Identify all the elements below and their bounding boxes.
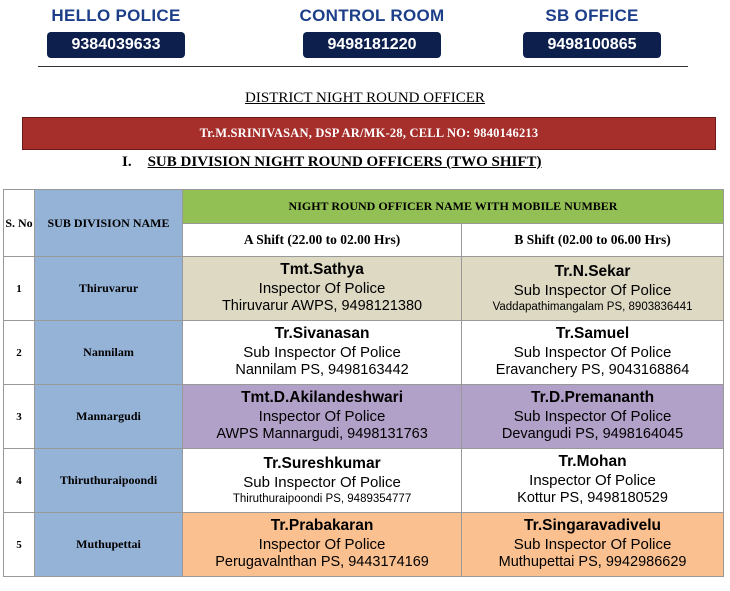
sb-office-number: 9498100865: [523, 32, 661, 58]
row-sno: 4: [4, 449, 35, 513]
officer-name: Tr.Mohan: [558, 453, 627, 471]
officer-name: Tr.N.Sekar: [554, 262, 631, 280]
district-officer-text: Tr.M.SRINIVASAN, DSP AR/MK-28, CELL NO: 9840146213: [199, 126, 539, 140]
row-subdivision: Thiruvarur: [35, 257, 183, 321]
officer-designation: Sub Inspector Of Police: [243, 343, 401, 361]
officer-name: Tr.Samuel: [555, 325, 630, 343]
table-row: [4, 257, 724, 321]
table-row: [4, 385, 724, 449]
table-row: [4, 321, 724, 385]
row-subdivision: Mannargudi: [35, 385, 183, 449]
row-subdivision: Muthupettai: [35, 513, 183, 577]
officer-station: Vaddapathimangalam PS, 8903836441: [492, 301, 693, 314]
officer-station: Muthupettai PS, 9942986629: [498, 554, 687, 571]
hello-police-contact: [16, 6, 216, 58]
row-subdivision: Thiruthuraipoondi: [35, 449, 183, 513]
table-row: [4, 513, 724, 577]
sb-office-contact: [492, 6, 692, 58]
officer-designation: Sub Inspector Of Police: [513, 407, 672, 425]
officer-station: Perugavalnthan PS, 9443174169: [215, 554, 429, 571]
officer-name: Tr.Singaravadivelu: [524, 517, 662, 535]
officer-name: Tr.Sivanasan: [274, 325, 370, 343]
officer-station: Devangudi PS, 9498164045: [501, 426, 684, 443]
officer-designation: Inspector Of Police: [258, 535, 386, 553]
officer-designation: Inspector Of Police: [529, 471, 656, 489]
shift-b-officer: [462, 385, 724, 449]
night-round-table: [3, 189, 724, 577]
officer-designation: Sub Inspector Of Police: [243, 473, 401, 491]
officer-name: Tmt.Sathya: [280, 261, 364, 279]
row-subdivision: Nannilam: [35, 321, 183, 385]
shift-a-officer: [183, 257, 462, 321]
officer-name: Tr.Sureshkumar: [263, 454, 381, 472]
shift-b-officer: [462, 257, 724, 321]
shift-b-officer: [462, 321, 724, 385]
header-subdivision: SUB DIVISION NAME: [35, 190, 183, 257]
sb-office-label: SB OFFICE: [545, 6, 639, 25]
control-room-contact: [272, 6, 472, 58]
officer-station: Nannilam PS, 9498163442: [235, 362, 409, 379]
divider: [38, 66, 688, 67]
header-shift-a: A Shift (22.00 to 02.00 Hrs): [183, 224, 462, 257]
section-heading: [122, 154, 542, 171]
officer-station: AWPS Mannargudi, 9498131763: [216, 426, 428, 443]
control-room-number: 9498181220: [303, 32, 441, 58]
header-sno: S. No: [4, 190, 35, 257]
table-row: [4, 449, 724, 513]
officer-station: Thiruvarur AWPS, 9498121380: [221, 298, 423, 315]
officer-designation: Sub Inspector Of Police: [513, 343, 672, 361]
row-sno: 3: [4, 385, 35, 449]
district-title: DISTRICT NIGHT ROUND OFFICER: [245, 90, 485, 106]
officer-station: Thiruthuraipoondi PS, 9489354777: [232, 493, 412, 506]
officer-designation: Sub Inspector Of Police: [513, 281, 672, 299]
shift-a-officer: [183, 385, 462, 449]
section-numeral: I.: [122, 154, 132, 170]
shift-a-officer: [183, 513, 462, 577]
row-sno: 2: [4, 321, 35, 385]
officer-designation: Sub Inspector Of Police: [513, 535, 672, 553]
section-title: SUB DIVISION NIGHT ROUND OFFICERS (TWO SHIFT): [147, 154, 542, 170]
officer-name: Tmt.D.Akilandeshwari: [241, 389, 404, 407]
shift-a-officer: [183, 321, 462, 385]
hello-police-number: 9384039633: [47, 32, 185, 58]
header-night-round: NIGHT ROUND OFFICER NAME WITH MOBILE NUMBER: [183, 190, 724, 224]
shift-b-officer: [462, 513, 724, 577]
shift-a-officer: [183, 449, 462, 513]
officer-station: Eravanchery PS, 9043168864: [495, 362, 690, 379]
row-sno: 1: [4, 257, 35, 321]
header-shift-b: B Shift (02.00 to 06.00 Hrs): [462, 224, 724, 257]
officer-designation: Inspector Of Police: [258, 279, 386, 297]
officer-designation: Inspector Of Police: [258, 407, 386, 425]
officer-name: Tr.D.Premananth: [530, 389, 655, 407]
row-sno: 5: [4, 513, 35, 577]
officer-name: Tr.Prabakaran: [270, 517, 374, 535]
officer-station: Kottur PS, 9498180529: [517, 490, 668, 507]
control-room-label: CONTROL ROOM: [299, 6, 445, 25]
table-header-row: [4, 190, 724, 224]
shift-b-officer: [462, 449, 724, 513]
district-officer-banner: [22, 117, 716, 150]
hello-police-label: HELLO POLICE: [51, 6, 181, 25]
